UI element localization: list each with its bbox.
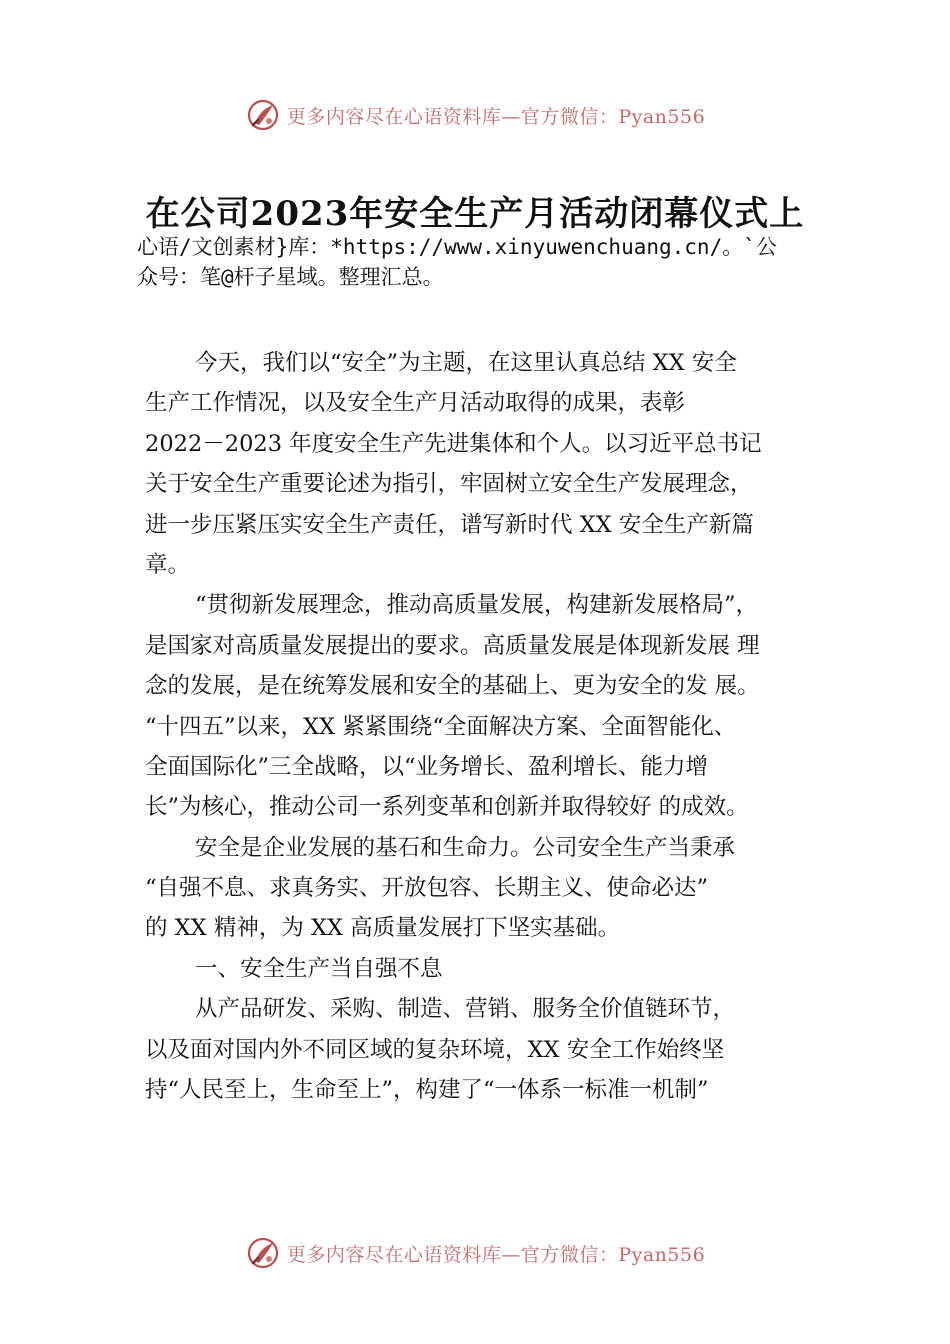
body-line: 是国家对高质量发展提出的要求。高质量发展是体现新发展 理 bbox=[145, 632, 760, 659]
body-line: 以及面对国内外不同区域的复杂环境，XX 安全工作始终坚 bbox=[145, 1036, 725, 1063]
header-banner bbox=[0, 95, 950, 135]
document-body bbox=[145, 343, 835, 1110]
body-line: 关于安全生产重要论述为指引，牢固树立安全生产发展理念， bbox=[145, 471, 753, 498]
body-line: 从产品研发、采购、制造、营销、服务全价值链环节， bbox=[195, 996, 736, 1023]
footer-banner bbox=[0, 1233, 950, 1273]
source-note-line: 心语/文创素材}库：*https://www.xinyuwenchuang.cn/。`公 bbox=[137, 235, 777, 259]
body-line: 2022－2023 年度安全生产先进集体和个人。以习近平总书记 bbox=[145, 430, 762, 457]
header-banner-text: 更多内容尽在心语资料库—官方微信：Pyan556 bbox=[286, 105, 706, 128]
body-line: 念的发展，是在统筹发展和安全的基础上、更为安全的发 展。 bbox=[145, 673, 760, 700]
body-line: 安全是企业发展的基石和生命力。公司安全生产当秉承 bbox=[195, 834, 736, 861]
body-line: 长”为核心，推动公司一系列变革和创新并取得较好 的成效。 bbox=[145, 794, 749, 821]
body-line: 持“人民至上，生命至上”，构建了“一体系一标准一机制” bbox=[145, 1077, 709, 1104]
body-line: “十四五”以来，XX 紧紧围绕“全面解决方案、全面智能化、 bbox=[145, 713, 737, 740]
brush-logo-icon bbox=[245, 1235, 281, 1271]
source-note-line: 众号：笔@杆子星域。整理汇总。 bbox=[137, 265, 444, 289]
document-title: 在公司2023年安全生产月活动闭幕仪式上 bbox=[145, 194, 805, 234]
body-line: 全面国际化”三全战略，以“业务增长、盈利增长、能力增 bbox=[145, 753, 709, 780]
body-line: 章。 bbox=[145, 551, 191, 578]
footer-banner-text: 更多内容尽在心语资料库—官方微信：Pyan556 bbox=[286, 1243, 706, 1266]
body-line: 今天，我们以“安全”为主题，在这里认真总结 XX 安全 bbox=[195, 350, 737, 376]
body-line: 的 XX 精神，为 XX 高质量发展打下坚实基础。 bbox=[145, 915, 621, 942]
body-line: 生产工作情况，以及安全生产月活动取得的成果，表彰 bbox=[145, 390, 686, 417]
section-heading: 一、安全生产当自强不息 bbox=[195, 955, 443, 982]
body-line: “自强不息、求真务实、开放包容、长期主义、使命必达” bbox=[145, 875, 709, 902]
body-line: “贯彻新发展理念，推动高质量发展，构建新发展格局”， bbox=[195, 592, 759, 619]
body-line: 进一步压紧压实安全生产责任，谱写新时代 XX 安全生产新篇 bbox=[145, 511, 754, 538]
brush-logo-icon bbox=[245, 97, 281, 133]
source-note bbox=[137, 232, 837, 292]
